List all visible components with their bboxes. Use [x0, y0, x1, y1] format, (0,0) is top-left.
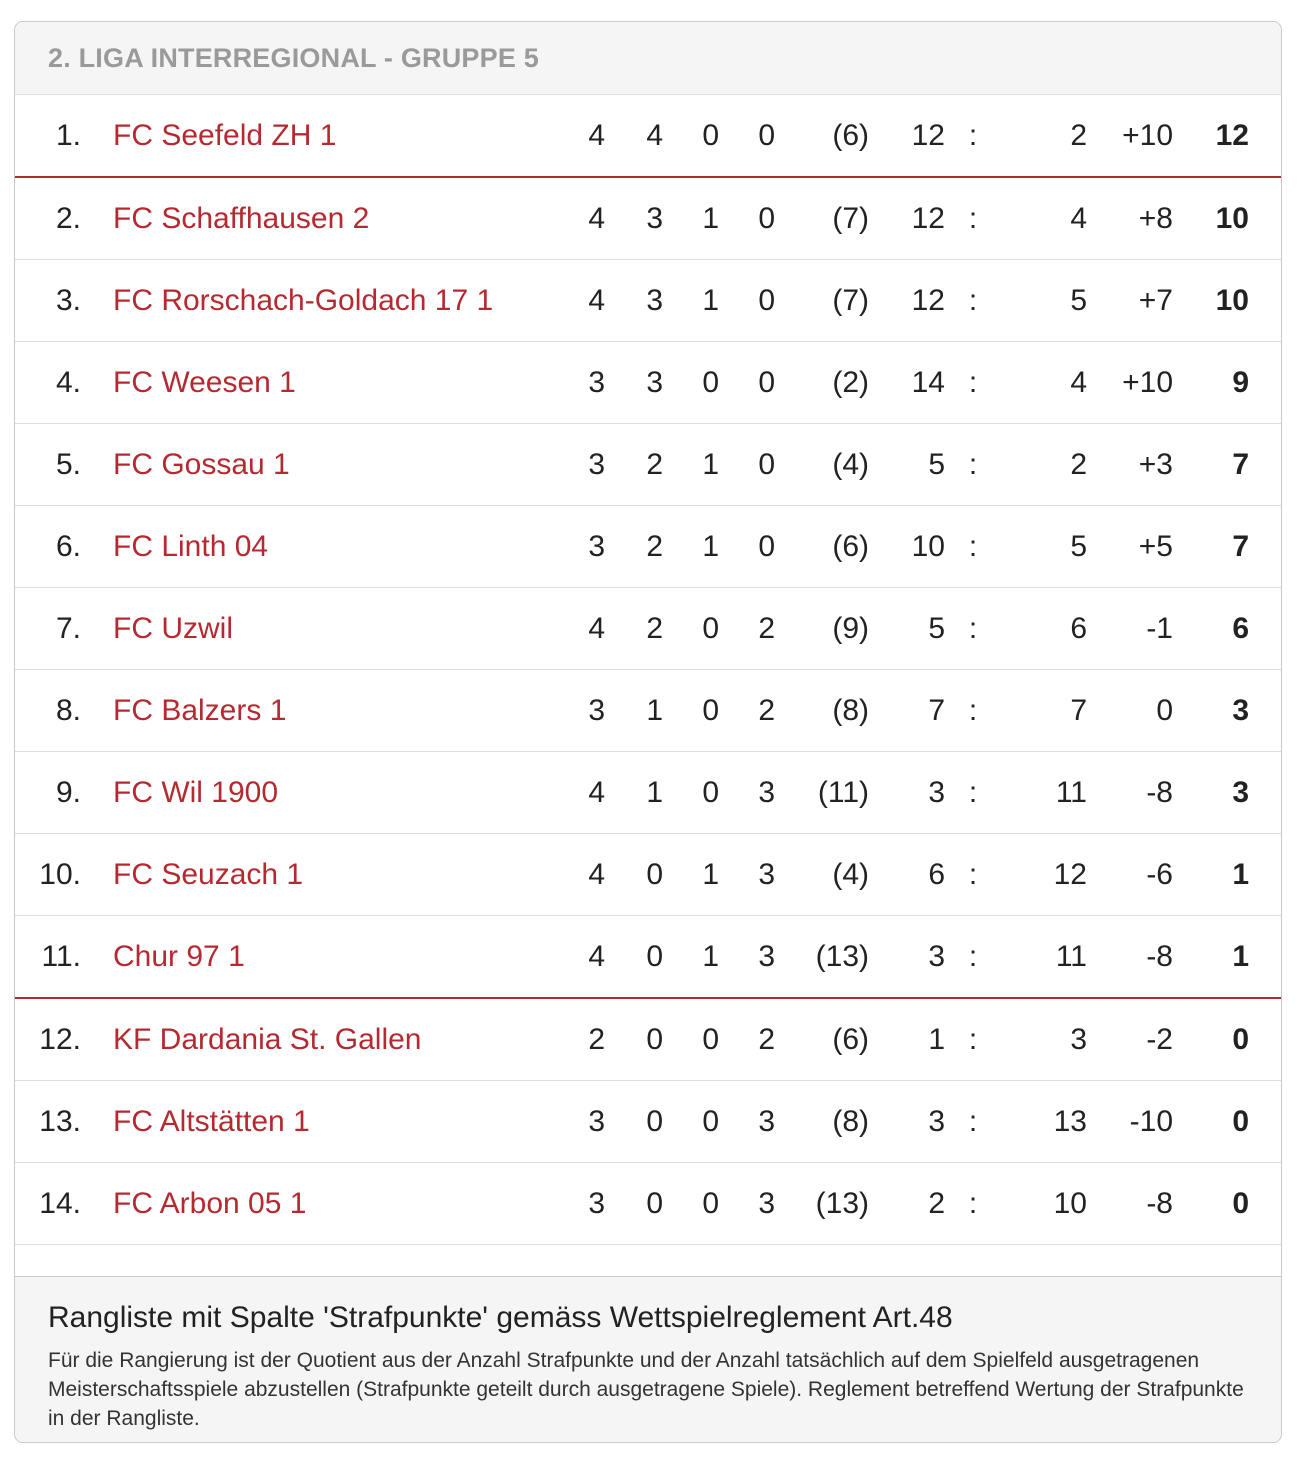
played-cell: 4 — [571, 177, 605, 260]
team-cell — [81, 916, 571, 999]
rank-cell: 1. — [15, 95, 81, 177]
lost-cell: 0 — [719, 260, 775, 342]
group-title: 2. LIGA INTERREGIONAL - GRUPPE 5 — [48, 42, 539, 73]
goals-against-cell: 11 — [1001, 752, 1087, 834]
rank-cell: 7. — [15, 588, 81, 670]
team-cell — [81, 177, 571, 260]
points-cell: 0 — [1173, 1163, 1249, 1245]
points-cell: 6 — [1173, 588, 1249, 670]
rank-cell: 9. — [15, 752, 81, 834]
goals-against-cell: 5 — [1001, 506, 1087, 588]
won-cell: 0 — [605, 1163, 663, 1245]
goals-separator: : — [945, 506, 1001, 588]
footer-title: Rangliste mit Spalte 'Strafpunkte' gemäss Wettspielreglement Art.48 — [48, 1301, 953, 1334]
table-row — [15, 670, 1281, 752]
team-cell — [81, 424, 571, 506]
played-cell: 3 — [571, 424, 605, 506]
goals-against-cell: 10 — [1001, 1163, 1087, 1245]
won-cell: 0 — [605, 1081, 663, 1163]
points-cell: 0 — [1173, 998, 1249, 1081]
goal-diff-cell: +10 — [1087, 95, 1173, 177]
points-cell: 9 — [1173, 342, 1249, 424]
penalty-points-cell: (4) — [775, 834, 869, 916]
rank-cell: 14. — [15, 1163, 81, 1245]
played-cell: 4 — [571, 916, 605, 999]
won-cell: 2 — [605, 506, 663, 588]
won-cell: 2 — [605, 588, 663, 670]
table-row — [15, 834, 1281, 916]
penalty-points-cell: (2) — [775, 342, 869, 424]
rank-cell: 10. — [15, 834, 81, 916]
team-link[interactable]: FC Schaffhausen 2 — [113, 201, 370, 235]
played-cell: 3 — [571, 670, 605, 752]
goals-for-cell: 10 — [869, 506, 945, 588]
points-cell: 0 — [1173, 1081, 1249, 1163]
points-cell: 12 — [1173, 95, 1249, 177]
team-link[interactable]: FC Wil 1900 — [113, 775, 279, 809]
goals-separator: : — [945, 1081, 1001, 1163]
goals-for-cell: 3 — [869, 1081, 945, 1163]
played-cell: 4 — [571, 95, 605, 177]
lost-cell: 3 — [719, 916, 775, 999]
goals-separator: : — [945, 95, 1001, 177]
goals-for-cell: 14 — [869, 342, 945, 424]
drawn-cell: 0 — [663, 588, 719, 670]
team-link[interactable]: FC Linth 04 — [113, 529, 269, 563]
table-row — [15, 506, 1281, 588]
row-padding — [1249, 424, 1281, 506]
card-footer — [15, 1276, 1281, 1442]
table-row — [15, 95, 1281, 177]
row-padding — [1249, 588, 1281, 670]
goals-for-cell: 3 — [869, 752, 945, 834]
goal-diff-cell: -6 — [1087, 834, 1173, 916]
table-row — [15, 424, 1281, 506]
points-cell: 3 — [1173, 752, 1249, 834]
goals-separator: : — [945, 424, 1001, 506]
row-padding — [1249, 260, 1281, 342]
points-cell: 10 — [1173, 177, 1249, 260]
lost-cell: 2 — [719, 998, 775, 1081]
goal-diff-cell: +5 — [1087, 506, 1173, 588]
goal-diff-cell: +7 — [1087, 260, 1173, 342]
drawn-cell: 1 — [663, 834, 719, 916]
penalty-points-cell: (13) — [775, 916, 869, 999]
goals-for-cell: 6 — [869, 834, 945, 916]
row-padding — [1249, 342, 1281, 424]
lost-cell: 3 — [719, 1081, 775, 1163]
goals-separator: : — [945, 916, 1001, 999]
goals-against-cell: 3 — [1001, 998, 1087, 1081]
goals-for-cell: 5 — [869, 424, 945, 506]
table-row — [15, 998, 1281, 1081]
lost-cell: 0 — [719, 342, 775, 424]
points-cell: 3 — [1173, 670, 1249, 752]
goals-against-cell: 13 — [1001, 1081, 1087, 1163]
team-link[interactable]: KF Dardania St. Gallen — [113, 1022, 422, 1056]
team-link[interactable]: FC Seefeld ZH 1 — [113, 118, 337, 152]
table-bottom-spacer — [15, 1245, 1281, 1280]
team-cell — [81, 95, 571, 177]
drawn-cell: 1 — [663, 506, 719, 588]
row-padding — [1249, 1081, 1281, 1163]
rank-cell: 12. — [15, 998, 81, 1081]
team-link[interactable]: FC Weesen 1 — [113, 365, 296, 399]
drawn-cell: 0 — [663, 1081, 719, 1163]
drawn-cell: 1 — [663, 177, 719, 260]
goals-separator: : — [945, 588, 1001, 670]
lost-cell: 0 — [719, 177, 775, 260]
rank-cell: 2. — [15, 177, 81, 260]
played-cell: 3 — [571, 1163, 605, 1245]
goal-diff-cell: -1 — [1087, 588, 1173, 670]
team-cell — [81, 670, 571, 752]
team-link[interactable]: FC Seuzach 1 — [113, 857, 304, 891]
rank-cell: 5. — [15, 424, 81, 506]
penalty-points-cell: (8) — [775, 1081, 869, 1163]
goals-separator: : — [945, 342, 1001, 424]
drawn-cell: 1 — [663, 424, 719, 506]
rank-cell: 3. — [15, 260, 81, 342]
table-row — [15, 260, 1281, 342]
goals-against-cell: 5 — [1001, 260, 1087, 342]
played-cell: 4 — [571, 588, 605, 670]
penalty-points-cell: (6) — [775, 506, 869, 588]
team-cell — [81, 342, 571, 424]
team-cell — [81, 834, 571, 916]
won-cell: 0 — [605, 916, 663, 999]
goals-separator: : — [945, 1163, 1001, 1245]
card-header — [15, 22, 1281, 95]
lost-cell: 0 — [719, 95, 775, 177]
table-row — [15, 916, 1281, 999]
drawn-cell: 0 — [663, 342, 719, 424]
rank-cell: 11. — [15, 916, 81, 999]
won-cell: 0 — [605, 834, 663, 916]
team-cell — [81, 1163, 571, 1245]
lost-cell: 3 — [719, 834, 775, 916]
team-link[interactable]: FC Rorschach-Goldach 17 1 — [113, 283, 494, 317]
penalty-points-cell: (6) — [775, 95, 869, 177]
goals-separator: : — [945, 260, 1001, 342]
team-cell — [81, 260, 571, 342]
drawn-cell: 0 — [663, 1163, 719, 1245]
table-row — [15, 588, 1281, 670]
goal-diff-cell: +3 — [1087, 424, 1173, 506]
row-padding — [1249, 95, 1281, 177]
team-cell — [81, 752, 571, 834]
penalty-points-cell: (6) — [775, 998, 869, 1081]
won-cell: 2 — [605, 424, 663, 506]
drawn-cell: 1 — [663, 260, 719, 342]
team-link[interactable]: FC Gossau 1 — [113, 447, 290, 481]
row-padding — [1249, 916, 1281, 999]
goals-for-cell: 12 — [869, 260, 945, 342]
played-cell: 3 — [571, 506, 605, 588]
table-row — [15, 752, 1281, 834]
played-cell: 4 — [571, 752, 605, 834]
goal-diff-cell: -8 — [1087, 916, 1173, 999]
lost-cell: 2 — [719, 588, 775, 670]
won-cell: 1 — [605, 670, 663, 752]
won-cell: 0 — [605, 998, 663, 1081]
table-row — [15, 1081, 1281, 1163]
row-padding — [1249, 998, 1281, 1081]
goals-for-cell: 12 — [869, 177, 945, 260]
won-cell: 3 — [605, 177, 663, 260]
goals-against-cell: 2 — [1001, 424, 1087, 506]
row-padding — [1249, 752, 1281, 834]
points-cell: 7 — [1173, 506, 1249, 588]
goal-diff-cell: 0 — [1087, 670, 1173, 752]
lost-cell: 2 — [719, 670, 775, 752]
goal-diff-cell: +8 — [1087, 177, 1173, 260]
penalty-points-cell: (11) — [775, 752, 869, 834]
won-cell: 1 — [605, 752, 663, 834]
team-link[interactable]: FC Uzwil — [113, 611, 233, 645]
goals-for-cell: 2 — [869, 1163, 945, 1245]
drawn-cell: 0 — [663, 670, 719, 752]
points-cell: 7 — [1173, 424, 1249, 506]
goal-diff-cell: -2 — [1087, 998, 1173, 1081]
goals-separator: : — [945, 752, 1001, 834]
goals-against-cell: 4 — [1001, 342, 1087, 424]
goal-diff-cell: +10 — [1087, 342, 1173, 424]
won-cell: 4 — [605, 95, 663, 177]
points-cell: 10 — [1173, 260, 1249, 342]
played-cell: 3 — [571, 1081, 605, 1163]
lost-cell: 0 — [719, 424, 775, 506]
goals-for-cell: 1 — [869, 998, 945, 1081]
rank-cell: 13. — [15, 1081, 81, 1163]
points-cell: 1 — [1173, 834, 1249, 916]
team-cell — [81, 998, 571, 1081]
goals-against-cell: 2 — [1001, 95, 1087, 177]
team-link[interactable]: FC Altstätten 1 — [113, 1104, 310, 1138]
row-padding — [1249, 1163, 1281, 1245]
goals-against-cell: 6 — [1001, 588, 1087, 670]
standings-body — [15, 95, 1281, 1245]
goals-for-cell: 3 — [869, 916, 945, 999]
team-link[interactable]: FC Arbon 05 1 — [113, 1186, 307, 1220]
row-padding — [1249, 670, 1281, 752]
goals-against-cell: 11 — [1001, 916, 1087, 999]
goals-separator: : — [945, 834, 1001, 916]
drawn-cell: 0 — [663, 752, 719, 834]
won-cell: 3 — [605, 260, 663, 342]
row-padding — [1249, 834, 1281, 916]
penalty-points-cell: (4) — [775, 424, 869, 506]
goals-against-cell: 7 — [1001, 670, 1087, 752]
table-row — [15, 342, 1281, 424]
lost-cell: 0 — [719, 506, 775, 588]
goals-against-cell: 12 — [1001, 834, 1087, 916]
penalty-points-cell: (8) — [775, 670, 869, 752]
played-cell: 4 — [571, 260, 605, 342]
drawn-cell: 0 — [663, 95, 719, 177]
goal-diff-cell: -8 — [1087, 1163, 1173, 1245]
penalty-points-cell: (7) — [775, 177, 869, 260]
penalty-points-cell: (7) — [775, 260, 869, 342]
rank-cell: 6. — [15, 506, 81, 588]
table-row — [15, 177, 1281, 260]
standings-card — [14, 21, 1282, 1443]
lost-cell: 3 — [719, 752, 775, 834]
table-row — [15, 1163, 1281, 1245]
drawn-cell: 0 — [663, 998, 719, 1081]
team-link[interactable]: FC Balzers 1 — [113, 693, 287, 727]
row-padding — [1249, 506, 1281, 588]
lost-cell: 3 — [719, 1163, 775, 1245]
rank-cell: 8. — [15, 670, 81, 752]
goals-for-cell: 7 — [869, 670, 945, 752]
footer-text: Für die Rangierung ist der Quotient aus der Anzahl Strafpunkte und der Anzahl tatsächlich auf dem Spielfeld ausgetragenen Meisterschaftsspiele abzustellen (Strafpunkte geteilt durch ausgetragene Spiele). Reglement betreffend Wertung der Strafpunkte in der Rangliste. — [48, 1349, 1244, 1430]
played-cell: 2 — [571, 998, 605, 1081]
team-link[interactable]: Chur 97 1 — [113, 939, 245, 973]
won-cell: 3 — [605, 342, 663, 424]
goal-diff-cell: -10 — [1087, 1081, 1173, 1163]
penalty-points-cell: (13) — [775, 1163, 869, 1245]
goals-separator: : — [945, 177, 1001, 260]
goals-separator: : — [945, 670, 1001, 752]
goals-for-cell: 12 — [869, 95, 945, 177]
played-cell: 4 — [571, 834, 605, 916]
played-cell: 3 — [571, 342, 605, 424]
goals-separator: : — [945, 998, 1001, 1081]
points-cell: 1 — [1173, 916, 1249, 999]
penalty-points-cell: (9) — [775, 588, 869, 670]
goals-against-cell: 4 — [1001, 177, 1087, 260]
rank-cell: 4. — [15, 342, 81, 424]
row-padding — [1249, 177, 1281, 260]
goals-for-cell: 5 — [869, 588, 945, 670]
goal-diff-cell: -8 — [1087, 752, 1173, 834]
team-cell — [81, 506, 571, 588]
drawn-cell: 1 — [663, 916, 719, 999]
team-cell — [81, 1081, 571, 1163]
team-cell — [81, 588, 571, 670]
standings-table — [15, 95, 1281, 1245]
